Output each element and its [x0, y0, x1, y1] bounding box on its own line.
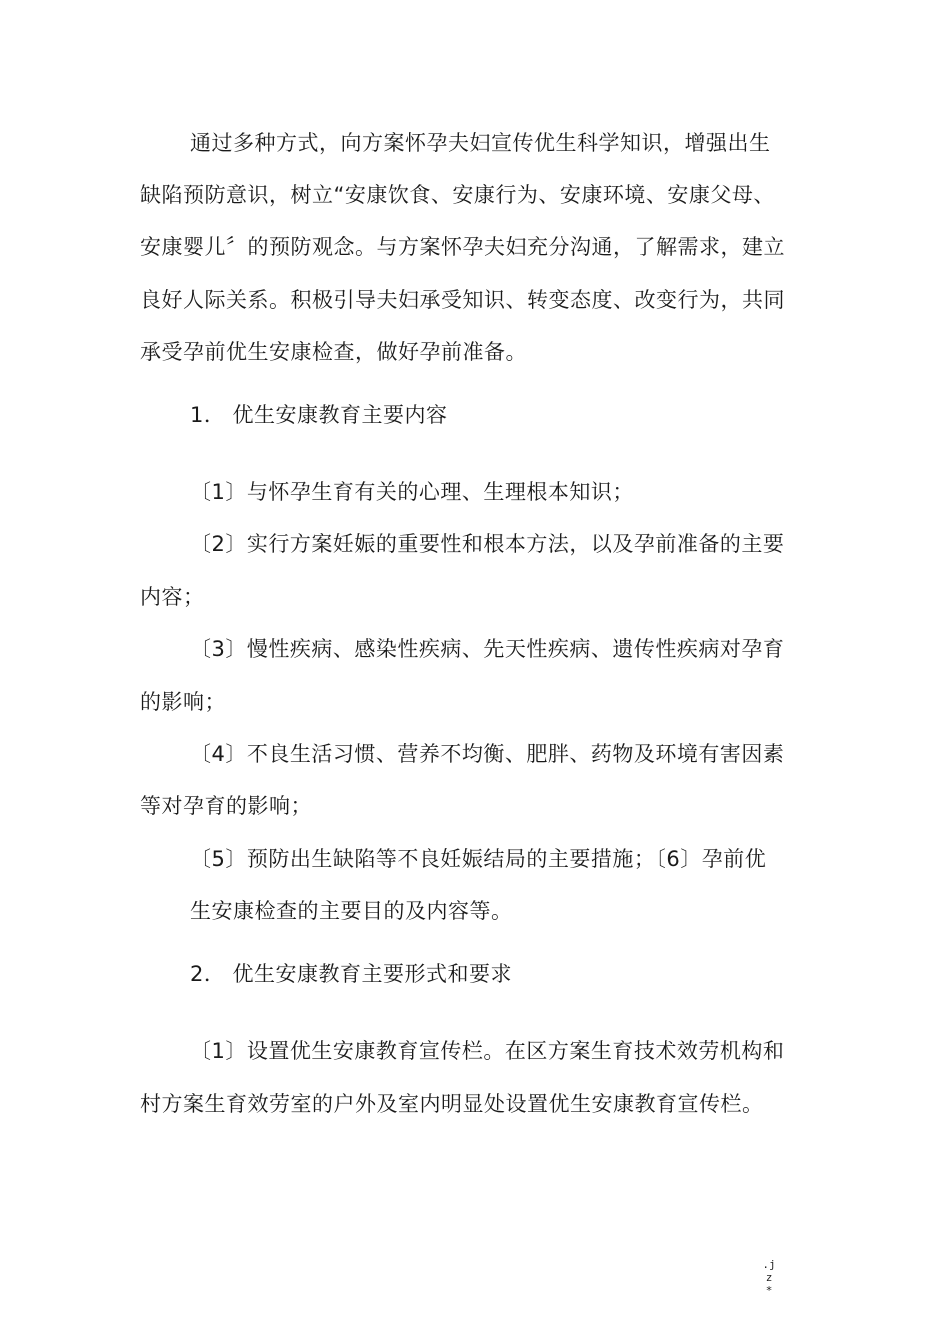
- list-item-3-line-1: 〔3〕慢性疾病、感染性疾病、先天性疾病、遗传性疾病对孕育: [190, 637, 785, 661]
- page-footer-mark: [762, 1258, 776, 1297]
- list-item-3-line-2: 的影响；: [140, 690, 226, 714]
- footer-mark-2: z: [765, 1271, 773, 1284]
- list-item-5-line-2: 生安康检查的主要目的及内容等。: [190, 899, 513, 923]
- intro-line-1: 通过多种方式，向方案怀孕夫妇宣传优生科学知识，增强出生: [190, 131, 771, 155]
- list-item-2-line-1: 〔2〕实行方案妊娠的重要性和根本方法，以及孕前准备的主要: [190, 532, 785, 556]
- section-heading-2: 2． 优生安康教育主要形式和要求: [190, 962, 513, 986]
- intro-line-5: 承受孕前优生安康检查，做好孕前准备。: [140, 340, 527, 364]
- list-item-5-line-1: 〔5〕预防出生缺陷等不良妊娠结局的主要措施；〔6〕孕前优: [190, 847, 767, 871]
- intro-line-4: 良好人际关系。积极引导夫妇承受知识、转变态度、改变行为，共同: [140, 288, 785, 312]
- list-item-1: 〔1〕与怀孕生育有关的心理、生理根本知识；: [190, 480, 634, 504]
- list-item-2-line-2: 内容；: [140, 585, 205, 609]
- list-item-4-line-2: 等对孕育的影响；: [140, 794, 312, 818]
- footer-mark-1: .j: [762, 1258, 776, 1271]
- footer-mark-3: *: [765, 1284, 773, 1297]
- list-item-2-1-line-2: 村方案生育效劳室的户外及室内明显处设置优生安康教育宣传栏。: [140, 1092, 764, 1116]
- section-heading-1: 1． 优生安康教育主要内容: [190, 403, 448, 427]
- intro-line-3: 安康婴儿〞的预防观念。与方案怀孕夫妇充分沟通，了解需求，建立: [140, 235, 785, 259]
- list-item-4-line-1: 〔4〕不良生活习惯、营养不均衡、肥胖、药物及环境有害因素: [190, 742, 785, 766]
- list-item-2-1-line-1: 〔1〕设置优生安康教育宣传栏。在区方案生育技术效劳机构和: [190, 1039, 785, 1063]
- intro-line-2: 缺陷预防意识，树立“安康饮食、安康行为、安康环境、安康父母、: [140, 183, 775, 207]
